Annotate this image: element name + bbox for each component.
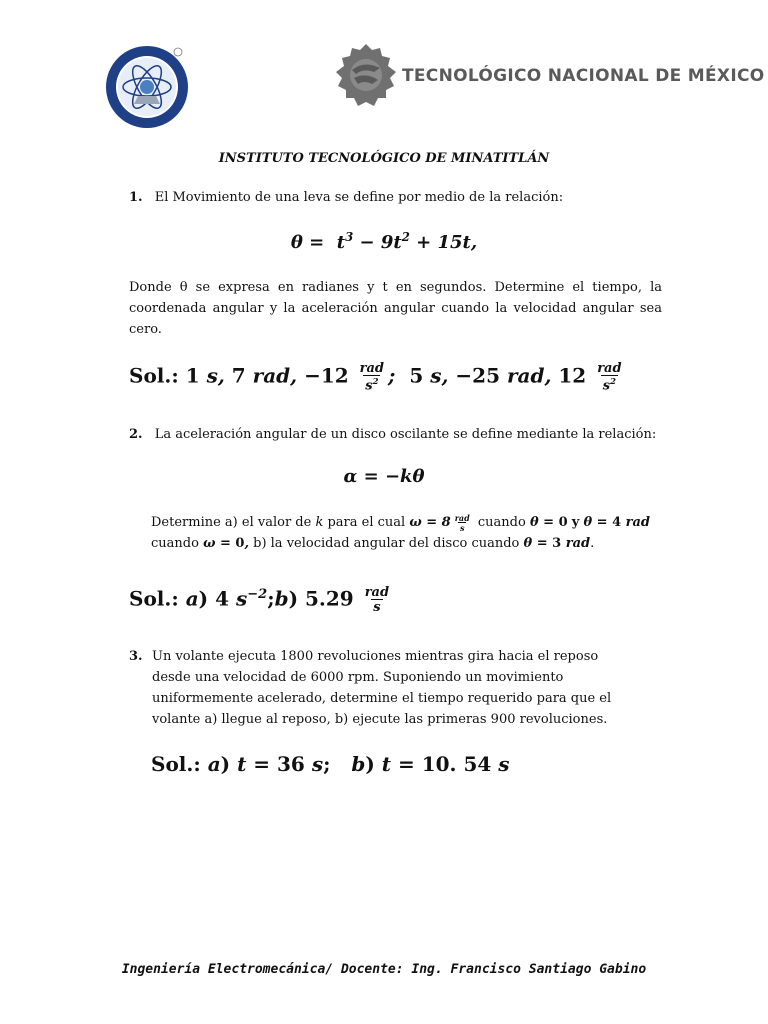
page-footer: Ingeniería Electromecánica/ Docente: Ing. Francisco Santiago Gabino [121,962,647,977]
problem-1-statement [129,187,563,208]
problem-3-solution: Sol.: a) t = 36 s; b) t = 10. 54 s [151,752,510,776]
problem-2-body: Determine a) el valor de k para el cual ω = 8 $\frac{\text{rad}}{s}$ cuando θ = 0 y θ = 4 rad cuando ω = 0, b) la velocidad angular del disco cuando θ = 3 rad. [151,512,651,551]
problem-1-solution: Sol.: 1 s, 7 rad, −12 $\frac{\text{rad}}{s^2}$ ; 5 s, −25 rad, 12 $\frac{\text{rad}}{s^2}$ [129,361,622,394]
problem-2-statement [129,424,656,445]
instituto-seal-logo [104,44,190,130]
tecnm-logo [334,42,765,112]
tecnm-emblem-icon [334,42,398,112]
solution-label: Sol.: [129,363,179,388]
problem-1-text: El Movimiento de una leva se define por medio de la relación: [154,190,564,205]
problem-3-number: 3. [129,649,143,664]
tecnm-name: TECNOLÓGICO NACIONAL DE MÉXICO [402,66,765,86]
problem-2-text: La aceleración angular de un disco oscilante se define mediante la relación: [154,427,657,442]
problem-2-solution: Sol.: a) 4 $s^{-2};b$) 5.29 $\frac{\text{rad}}{s}$ [129,585,390,615]
problem-3-statement [129,646,649,730]
problem-1-body: Donde θ se expresa en radianes y t en segundos. Determine el tiempo, la coordenada angular y la aceleración angular cuando la velocidad angular sea cero. [129,280,662,337]
problem-1-equation: $\theta = t^3 - 9t^2 + 15t$, [290,230,478,253]
institute-title: INSTITUTO TECNOLÓGICO DE MINATITLÁN [218,151,550,166]
problem-3-text: Un volante ejecuta 1800 revoluciones mientras gira hacia el reposo desde una velocidad de 6000 rpm. Suponiendo un movimiento uniformemente acelerado, determine el tiempo requerido para que el volante a) llegue al reposo, b) ejecute las primeras 900 revoluciones. [152,649,612,727]
problem-2-equation: α = −kθ [343,466,425,487]
problem-1-number: 1. [129,190,143,205]
problem-2-number: 2. [129,427,143,442]
